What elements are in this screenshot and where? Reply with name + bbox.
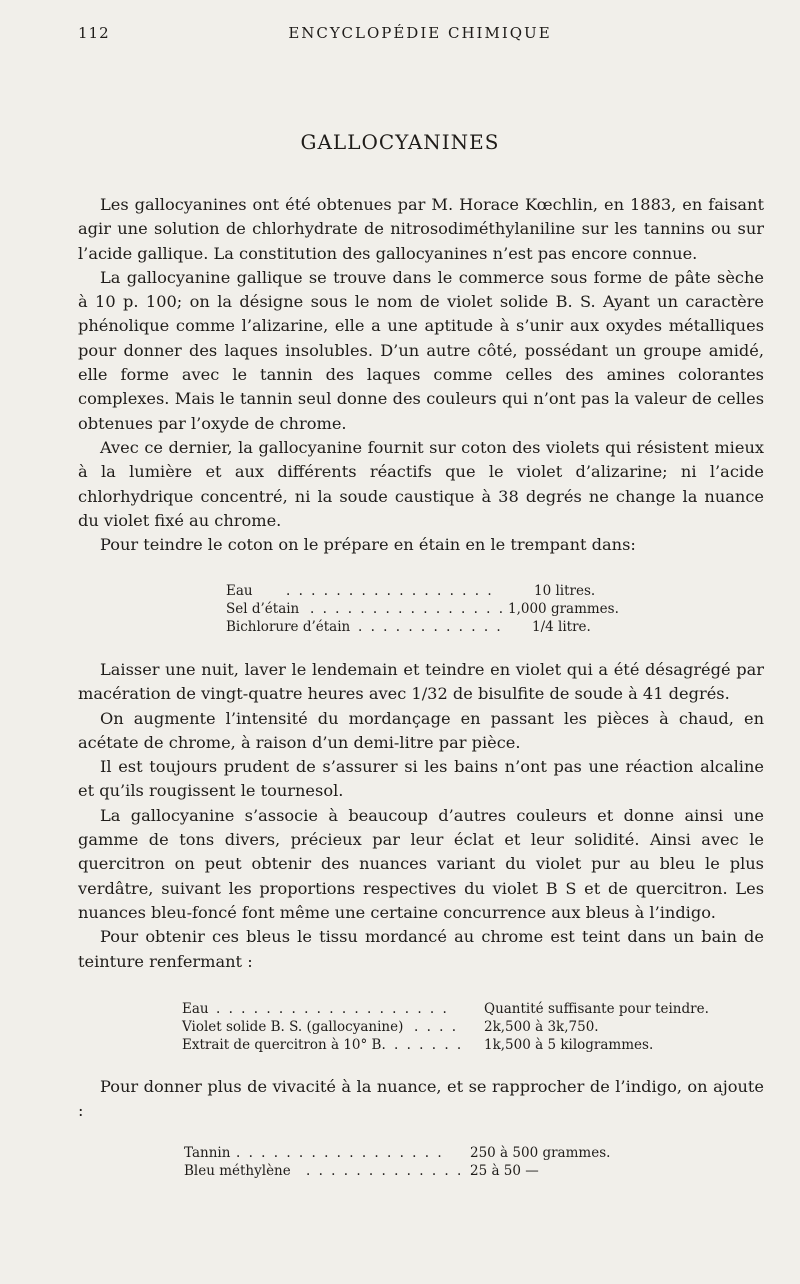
paragraph: Avec ce dernier, la gallocyanine fournit sur coton des violets qui résistent mieux à la lumière et aux différents réactifs que le violet d’alizarine; ni l’acide chlorhydrique concentré, ni la soude caustique à 38 degrés ne change la nuance du violet fixé au chrome. — [78, 437, 764, 530]
page-number: 112 — [78, 24, 110, 42]
ingredient-quantity: 25 à 50 — — [470, 1163, 539, 1179]
ingredient-name: Bleu méthylène — [184, 1163, 291, 1179]
dot-leader: . . . . . . . . . . . . . . . . — [310, 601, 506, 617]
ingredient-quantity: 1k,500 à 5 kilogrammes. — [484, 1037, 654, 1053]
dot-leader: . . . . . . . . . . . . . . . . . — [286, 583, 494, 599]
ingredient-quantity: 10 litres. — [534, 583, 596, 599]
dot-leader: . . . . . . . . . . . . . . — [306, 1163, 476, 1179]
paragraph: Les gallocyanines ont été obtenues par M. Horace Kœchlin, en 1883, en faisant agir une solution de chlorhydrate de nitrosodiméthylaniline sur les tannins ou sur l’acide gallique. La constitution des gallocyanines n’est pas encore connue. — [78, 195, 764, 263]
dot-leader: . . . . . . . . . . . . — [358, 619, 503, 635]
page-header — [78, 24, 762, 46]
dot-leader: . . . . — [414, 1019, 459, 1035]
paragraph: Laisser une nuit, laver le lendemain et teindre en violet qui a été désagrégé par macération de vingt-quatre heures avec 1/32 de bisulfite de soude à 41 degrés. — [78, 660, 764, 704]
ingredient-quantity: 1,000 grammes. — [508, 601, 619, 617]
paragraph: La gallocyanine gallique se trouve dans le commerce sous forme de pâte sèche à 10 p. 100; on la désigne sous le nom de violet solide B. S. Ayant un caractère phénolique comme l’alizarine, elle a une aptitude à s’unir aux oxydes métalliques pour donner des laques insolubles. D’un autre côté, possédant un groupe amidé, elle forme avec le tannin des laques comme celles des amines colorantes complexes. Mais le tannin seul donne des couleurs qui n’ont pas la valeur de celles obtenues par l’oxyde de chrome. — [78, 267, 764, 433]
running-title: ENCYCLOPÉDIE CHIMIQUE — [288, 24, 552, 42]
paragraph: Pour obtenir ces bleus le tissu mordancé au chrome est teint dans un bain de teinture renfermant : — [78, 927, 764, 971]
ingredient-quantity: 2k,500 à 3k,750. — [484, 1019, 599, 1035]
dot-leader: . . . . . . . . . . . . . . . . . — [236, 1145, 444, 1161]
ingredient-name: Extrait de quercitron à 10° B. — [182, 1037, 386, 1053]
ingredient-name: Bichlorure d’étain — [226, 619, 351, 635]
ingredient-name: Tannin — [184, 1145, 231, 1161]
paragraph: Pour teindre le coton on le prépare en étain en le trempant dans: — [100, 535, 636, 555]
ingredient-name: Eau — [226, 583, 253, 599]
dot-leader: . . . . . . . . . . . . . . . . . . . — [216, 1001, 449, 1017]
text-block-2 — [78, 658, 764, 974]
text-block-3 — [78, 1075, 764, 1124]
ingredient-name: Violet solide B. S. (gallocyanine) — [182, 1019, 404, 1035]
paragraph: Il est toujours prudent de s’assurer si les bains n’ont pas une réaction alcaline et qu’ils rougissent le tournesol. — [78, 757, 764, 801]
paragraph: La gallocyanine s’associe à beaucoup d’autres couleurs et donne ainsi une gamme de tons divers, précieux par leur éclat et leur solidité. Ainsi avec le quercitron on peut obtenir des nuances variant du violet pur au bleu le plus verdâtre, suivant les proportions respectives du violet B S et de quercitron. Les nuances bleu-foncé font même une certaine concurrence aux bleus à l’indigo. — [78, 805, 764, 922]
ingredient-quantity: 1/4 litre. — [532, 619, 591, 635]
ingredient-name: Sel d’étain — [226, 601, 300, 617]
dot-leader: . . . . . . — [394, 1037, 464, 1053]
ingredient-name: Eau — [182, 1001, 209, 1017]
ingredient-quantity: 250 à 500 grammes. — [470, 1145, 611, 1161]
text-block-1 — [78, 193, 764, 557]
paragraph: On augmente l’intensité du mordançage en passant les pièces à chaud, en acétate de chrome, à raison d’un demi-litre par pièce. — [78, 708, 764, 752]
section-title: GALLOCYANINES — [300, 130, 500, 154]
ingredient-quantity: Quantité suffisante pour teindre. — [484, 1001, 709, 1017]
paragraph: Pour donner plus de vivacité à la nuance, et se rapprocher de l’indigo, on ajoute : — [78, 1077, 764, 1121]
